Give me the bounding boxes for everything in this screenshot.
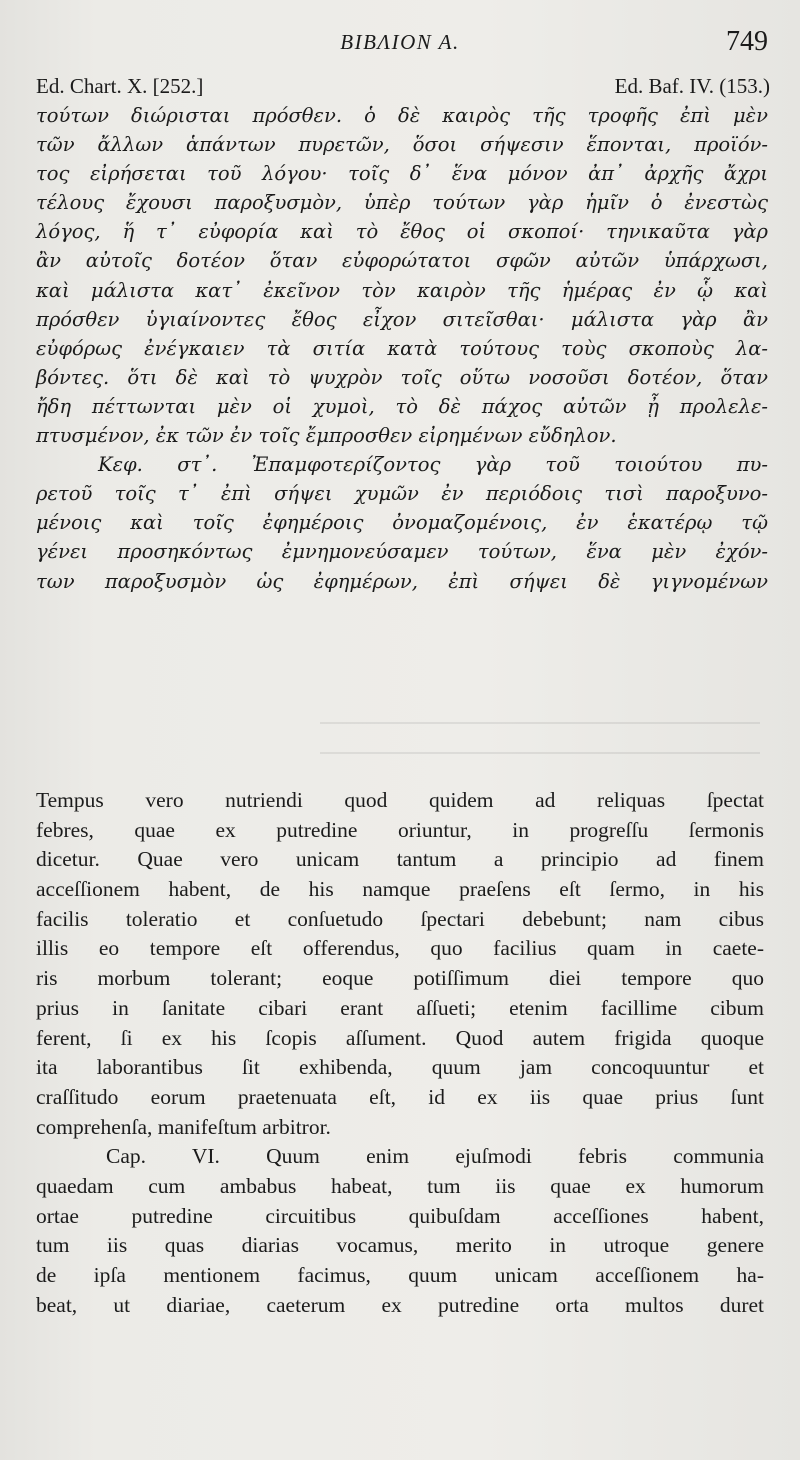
latin-line: febres, quae ex putredine oriuntur, in progreſſu ſermonis: [36, 817, 764, 842]
greek-line: μένοις καὶ τοῖς ἐφημέροις ὀνομαζομένοις, ἐν ἑκατέρῳ τῷ: [36, 511, 768, 535]
show-through-text: [320, 700, 760, 760]
latin-line: de ipſa mentionem facimus, quum unicam acceſſionem ha-: [36, 1263, 764, 1287]
greek-line: βόντες. ὅτι δὲ καὶ τὸ ψυχρὸν τοῖς οὕτω νοσοῦσι δοτέον, ὅταν: [36, 365, 768, 389]
latin-text-block: [36, 786, 764, 1320]
latin-line: comprehenſa, manifeſtum arbitror.: [36, 1114, 331, 1139]
edition-reference-basel: Ed. Baf. IV. (153.): [614, 74, 770, 98]
latin-line: dicetur. Quae vero unicam tantum a principio ad finem: [36, 847, 764, 872]
greek-line: τούτων διώρισται πρόσθεν. ὁ δὲ καιρὸς τῆς τροφῆς ἐπὶ μὲν: [36, 104, 768, 127]
page-number: 749: [726, 26, 768, 57]
greek-line: ἤδη πέττωνται μὲν οἱ χυμοὶ, τὸ δὲ πάχος αὐτῶν ᾖ προλελε-: [36, 394, 768, 418]
greek-chapter-heading-line: Κεφ. στ᾽. Ἐπαμφοτερίζοντος γὰρ τοῦ τοιούτου πυ-: [98, 453, 768, 477]
greek-line: τος εἰρήσεται τοῦ λόγου· τοῖς δ᾽ ἕνα μόνον ἀπ᾽ ἀρχῆς ἄχρι: [36, 162, 768, 186]
greek-line: των παροξυσμὸν ὡς ἐφημέρων, ἐπὶ σήψει δὲ γιγνομένων: [36, 569, 768, 593]
latin-line: quaedam cum ambabus habeat, tum iis quae ex humorum: [36, 1173, 764, 1198]
latin-line: ita laborantibus ſit exhibenda, quum jam concoquuntur et: [36, 1055, 764, 1080]
latin-line: craſſitudo eorum praetenuata eſt, id ex iis quae prius ſunt: [36, 1084, 764, 1109]
latin-line: beat, ut diariae, caeterum ex putredine orta multos duret: [36, 1292, 764, 1317]
greek-line: καὶ μάλιστα κατ᾽ ἐκεῖνον τὸν καιρὸν τῆς ἡμέρας ἐν ᾧ καὶ: [36, 278, 768, 302]
greek-line: πτυσμένον, ἐκ τῶν ἐν τοῖς ἔμπροσθεν εἰρημένων εὔδηλον.: [36, 424, 617, 448]
latin-line: ris morbum tolerant; eoque potiſſimum diei tempore quo: [36, 966, 764, 991]
greek-line: τῶν ἄλλων ἁπάντων πυρετῶν, ὅσοι σήψεσιν ἕπονται, προϊόν-: [36, 133, 768, 157]
latin-line: acceſſionem habent, de his namque praeſens eſt ſermo, in his: [36, 877, 764, 902]
latin-line: ortae putredine circuitibus quibuſdam acceſſiones habent,: [36, 1203, 764, 1228]
latin-chapter-heading-line: Cap. VI. Quum enim ejuſmodi febris communia: [106, 1144, 764, 1169]
greek-line: τέλους ἔχουσι παροξυσμὸν, ὑπὲρ τούτων γὰρ ἡμῖν ὁ ἐνεστὼς: [36, 191, 768, 215]
latin-line: illis eo tempore eſt offerendus, quo facilius quam in caete-: [36, 936, 764, 961]
greek-line: πρόσθεν ὑγιαίνοντες ἔθος εἶχον σιτεῖσθαι· μάλιστα γὰρ ἂν: [36, 307, 768, 331]
greek-line: ἂν αὐτοῖς δοτέον ὅταν εὐφορώτατοι σφῶν αὐτῶν ὑπάρχωσι,: [36, 249, 768, 273]
greek-line: λόγος, ἥ τ᾽ εὐφορία καὶ τὸ ἔθος οἱ σκοποί· τηνικαῦτα γὰρ: [36, 220, 768, 244]
greek-line: εὐφόρως ἐνέγκαιεν τὰ σιτία κατὰ τούτους τοὺς σκοποὺς λα-: [36, 336, 768, 360]
latin-line: tum iis quas diarias vocamus, merito in utroque genere: [36, 1233, 764, 1258]
latin-line: Tempus vero nutriendi quod quidem ad reliquas ſpectat: [36, 788, 764, 812]
greek-text-block: [36, 101, 768, 596]
latin-line: facilis toleratio et conſuetudo ſpectari debebunt; nam cibus: [36, 906, 764, 931]
edition-references: [36, 74, 770, 100]
running-title: BIBΛΙΟΝ Α.: [340, 30, 460, 54]
greek-line: γένει προσηκόντως ἐμνημονεύσαμεν τούτων, ἕνα μὲν ἐχόν-: [36, 540, 768, 564]
latin-line: prius in ſanitate cibari erant aſſueti; etenim facillime cibum: [36, 995, 764, 1020]
latin-line: ferent, ſi ex his ſcopis aſſument. Quod autem frigida quoque: [36, 1025, 764, 1050]
edition-reference-chart: Ed. Chart. X. [252.]: [36, 74, 204, 98]
greek-line: ρετοῦ τοῖς τ᾽ ἐπὶ σήψει χυμῶν ἐν περιόδοις τισὶ παροξυνο-: [36, 482, 768, 506]
